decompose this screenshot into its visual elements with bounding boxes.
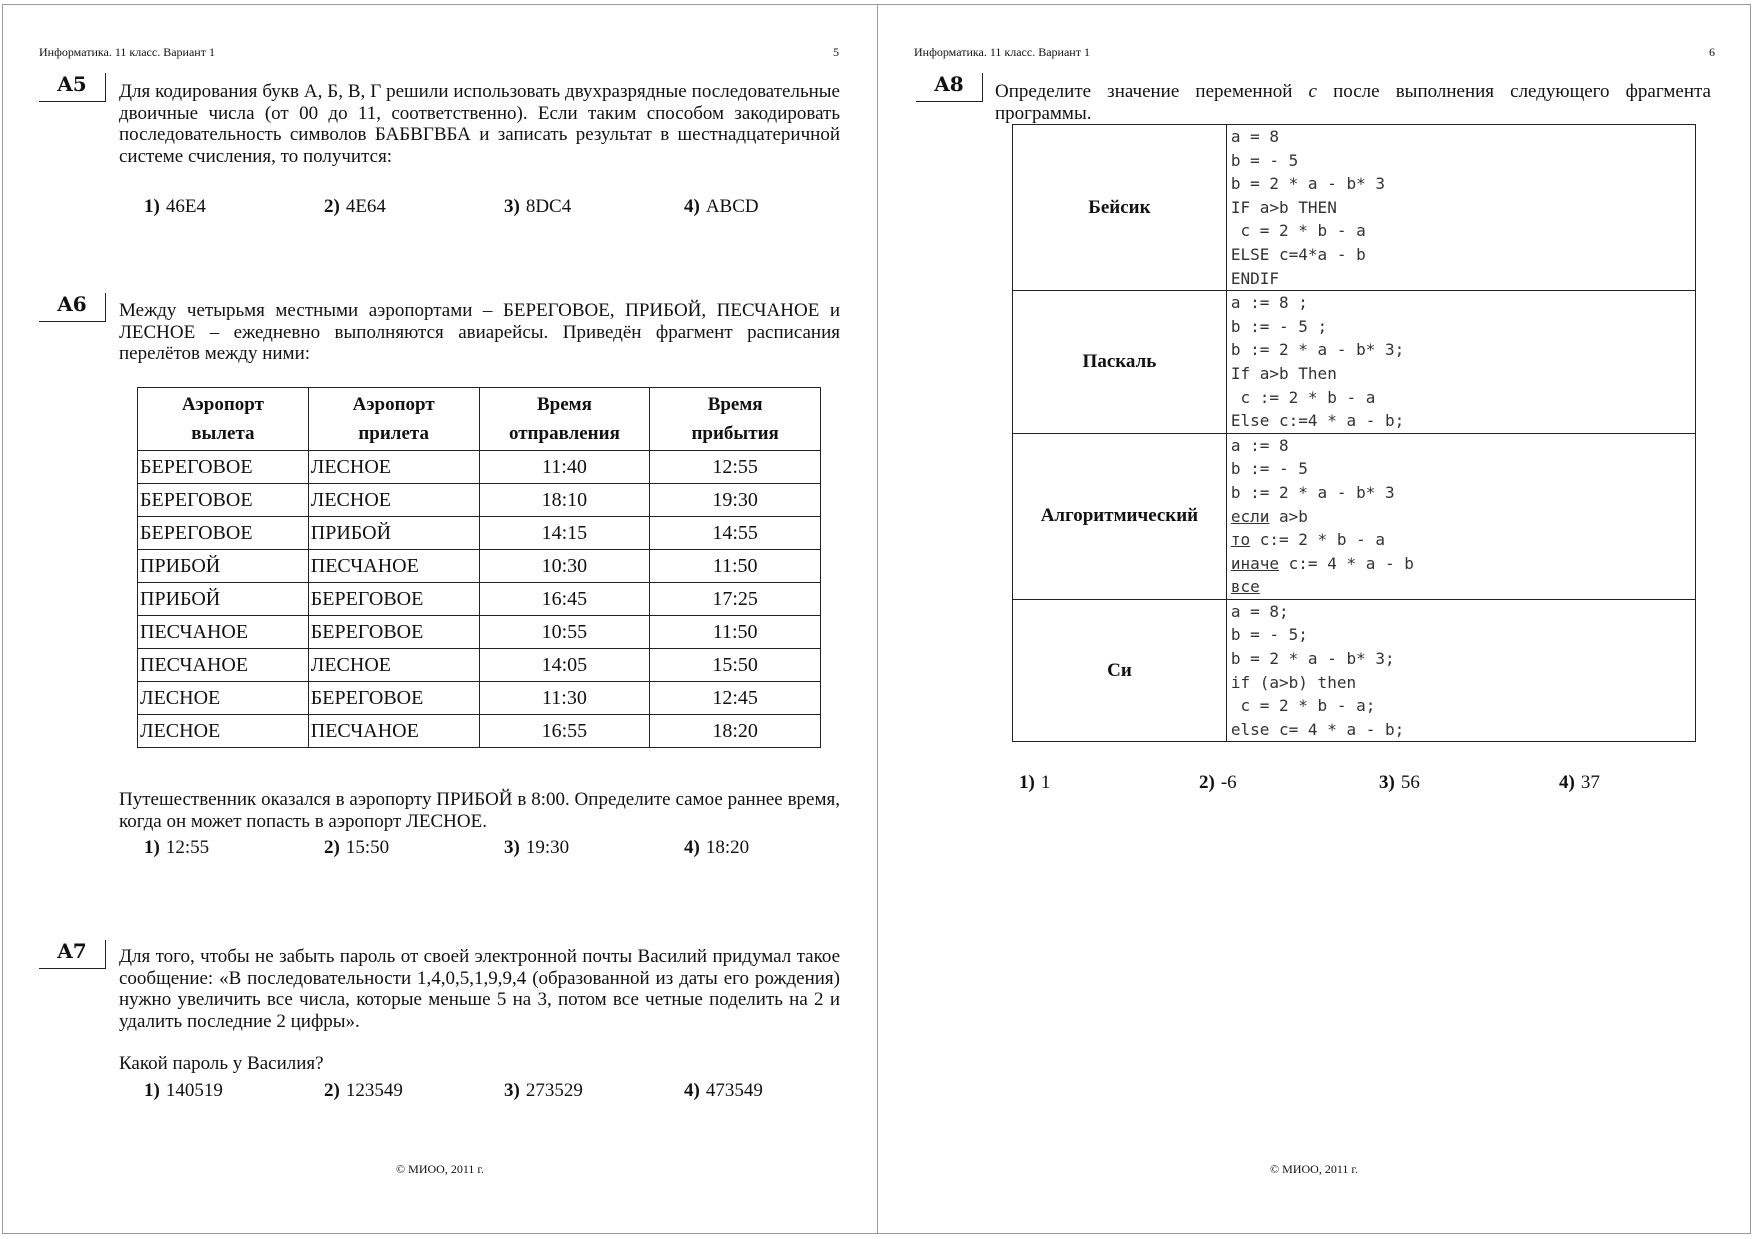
table-cell: 15:50: [650, 649, 821, 682]
table-cell: ЛЕСНОЕ: [308, 451, 479, 484]
code-line: if (a>b) then: [1230, 672, 1357, 692]
table-cell: БЕРЕГОВОЕ: [308, 616, 479, 649]
table-cell: ПЕСЧАНОЕ: [308, 550, 479, 583]
code-line: b := 2 * a - b* 3: [1230, 482, 1395, 502]
language-name: Бейсик: [1013, 125, 1227, 291]
table-cell: 17:25: [650, 583, 821, 616]
code-line: b := - 5: [1230, 459, 1308, 479]
answer-option[interactable]: 2) 123549: [324, 1080, 403, 1101]
answer-option[interactable]: 4) 37: [1559, 772, 1600, 793]
table-cell: 16:55: [479, 715, 650, 748]
keyword: то: [1230, 530, 1251, 550]
code-block: [1226, 433, 1695, 599]
answer-option[interactable]: 3) 8DC4: [504, 196, 572, 217]
code-line: b = - 5;: [1230, 625, 1308, 645]
table-row: [138, 715, 821, 748]
table-cell: 16:45: [479, 583, 650, 616]
program-row-algorithmic: [1013, 433, 1696, 599]
table-cell: БЕРЕГОВОЕ: [138, 484, 309, 517]
answer-option[interactable]: 4) ABCD: [684, 196, 759, 217]
table-cell: ПРИБОЙ: [138, 583, 309, 616]
code-line: c := 2 * b - a: [1230, 387, 1376, 407]
left-page: [2, 4, 878, 1234]
table-cell: БЕРЕГОВОЕ: [308, 583, 479, 616]
code-line: если a>b: [1230, 506, 1308, 526]
question-text-a5: Для кодирования букв А, Б, В, Г решили использовать двухразрядные последовательные двоичные числа (от 00 до 11, соответственно). Если таким способом закодировать последовательность символов БАБВГВБА и записать результат в шестнадцатеричной системе счисления, то получится:: [119, 81, 840, 167]
column-header: Аэропорт прилета: [308, 388, 479, 451]
table-cell: 10:30: [479, 550, 650, 583]
code-line: a = 8: [1230, 127, 1280, 146]
variable-name: c: [1308, 81, 1317, 102]
table-cell: 11:30: [479, 682, 650, 715]
code-line: то c:= 2 * b - a: [1230, 530, 1385, 550]
table-cell: 11:50: [650, 616, 821, 649]
table-row: [138, 583, 821, 616]
answer-option[interactable]: 2) 4E64: [324, 196, 386, 217]
code-line: else c= 4 * a - b;: [1230, 719, 1405, 739]
code-line: a := 8 ;: [1230, 293, 1308, 313]
table-row: [138, 682, 821, 715]
table-cell: ЛЕСНОЕ: [138, 715, 309, 748]
question-text-a8: Определите значение переменной c после выполнения следующего фрагмента программы.: [995, 81, 1711, 124]
question-text-a7: Для того, чтобы не забыть пароль от своей электронной почты Василий придумал такое сообщение: «В последовательности 1,4,0,5,1,9,9,4 (образованной из даты его рождения) нужно увеличить все числа, которые меньше 5 на 3, потом все четные поделить на 2 и удалить последние 2 цифры».: [119, 946, 840, 1032]
running-head: Информатика. 11 класс. Вариант 1: [39, 45, 215, 59]
table-cell: БЕРЕГОВОЕ: [308, 682, 479, 715]
table-cell: 14:15: [479, 517, 650, 550]
code-line: b := - 5 ;: [1230, 316, 1328, 336]
question-label-a6: A6: [39, 293, 106, 322]
page-number: 6: [1709, 45, 1715, 59]
question-label-a7: A7: [39, 940, 106, 969]
table-cell: ПРИБОЙ: [138, 550, 309, 583]
code-block: [1226, 125, 1695, 291]
table-row: [138, 649, 821, 682]
language-name: Алгоритмический: [1013, 433, 1227, 599]
answer-option[interactable]: 2) 15:50: [324, 837, 390, 858]
question-label-a8: A8: [916, 73, 983, 102]
table-cell: 14:05: [479, 649, 650, 682]
code-line: ENDIF: [1230, 268, 1280, 288]
keyword: если: [1230, 506, 1270, 526]
table-cell: ПРИБОЙ: [308, 517, 479, 550]
table-cell: 11:50: [650, 550, 821, 583]
code-line: a := 8: [1230, 435, 1289, 455]
column-header: Время отправления: [479, 388, 650, 451]
table-cell: ЛЕСНОЕ: [308, 649, 479, 682]
answer-option[interactable]: 4) 473549: [684, 1080, 763, 1101]
program-table: [1012, 124, 1696, 742]
code-line: Else c:=4 * a - b;: [1230, 411, 1405, 431]
right-page: [877, 4, 1751, 1234]
question-text-a6: Между четырьмя местными аэропортами – БЕРЕГОВОЕ, ПРИБОЙ, ПЕСЧАНОЕ и ЛЕСНОЕ – ежедневно выполняются авиарейсы. Приведён фрагмент расписания перелётов между ними:: [119, 300, 840, 364]
code-line: иначе c:= 4 * a - b: [1230, 553, 1414, 573]
footer-copyright: © МИОО, 2011 г.: [396, 1162, 484, 1176]
table-header-row: [138, 388, 821, 451]
code-line: b = 2 * a - b* 3;: [1230, 649, 1395, 669]
code-line: b = 2 * a - b* 3: [1230, 174, 1385, 194]
answer-option[interactable]: 3) 19:30: [504, 837, 570, 858]
code-block: [1226, 291, 1695, 434]
table-row: [138, 616, 821, 649]
answer-option[interactable]: 4) 18:20: [684, 837, 750, 858]
keyword: иначе: [1230, 553, 1280, 573]
language-name: Паскаль: [1013, 291, 1227, 434]
answer-option[interactable]: 1) 46E4: [144, 196, 206, 217]
table-cell: 12:45: [650, 682, 821, 715]
table-cell: 14:55: [650, 517, 821, 550]
table-row: [138, 451, 821, 484]
table-cell: БЕРЕГОВОЕ: [138, 517, 309, 550]
table-cell: БЕРЕГОВОЕ: [138, 451, 309, 484]
footer-copyright: © МИОО, 2011 г.: [1270, 1162, 1358, 1176]
code-line: c = 2 * b - a: [1230, 221, 1366, 241]
table-cell: ПЕСЧАНОЕ: [308, 715, 479, 748]
keyword: все: [1230, 577, 1260, 597]
answer-option[interactable]: 1) 1: [1019, 772, 1051, 793]
answer-option[interactable]: 1) 140519: [144, 1080, 223, 1101]
answer-option[interactable]: 3) 56: [1379, 772, 1420, 793]
table-cell: 18:20: [650, 715, 821, 748]
code-line: b = - 5: [1230, 150, 1299, 170]
program-row-basic: [1013, 125, 1696, 291]
table-cell: ЛЕСНОЕ: [138, 682, 309, 715]
table-cell: ЛЕСНОЕ: [308, 484, 479, 517]
table-cell: 18:10: [479, 484, 650, 517]
flight-schedule-table: [137, 387, 821, 748]
answer-option[interactable]: 3) 273529: [504, 1080, 583, 1101]
code-line: a = 8;: [1230, 601, 1289, 621]
table-cell: 11:40: [479, 451, 650, 484]
language-name: Си: [1013, 599, 1227, 742]
question-prompt-a6: Путешественник оказался в аэропорту ПРИБОЙ в 8:00. Определите самое раннее время, когда он может попасть в аэропорт ЛЕСНОЕ.: [119, 789, 840, 832]
answer-option[interactable]: 2) -6: [1199, 772, 1237, 793]
program-row-pascal: [1013, 291, 1696, 434]
question-prompt-a7: Какой пароль у Василия?: [119, 1053, 324, 1074]
code-line: [1231, 575, 1691, 599]
table-cell: ПЕСЧАНОЕ: [138, 649, 309, 682]
table-cell: 12:55: [650, 451, 821, 484]
code-line: b := 2 * a - b* 3;: [1230, 340, 1405, 360]
code-line: If a>b Then: [1230, 363, 1337, 383]
column-header: Время прибытия: [650, 388, 821, 451]
table-row: [138, 484, 821, 517]
table-cell: 10:55: [479, 616, 650, 649]
answer-option[interactable]: 1) 12:55: [144, 837, 210, 858]
code-line: ELSE c=4*a - b: [1230, 244, 1366, 264]
table-row: [138, 517, 821, 550]
program-row-c: [1013, 599, 1696, 742]
table-cell: ПЕСЧАНОЕ: [138, 616, 309, 649]
question-label-a5: A5: [39, 73, 106, 102]
code-line: c = 2 * b - a;: [1230, 696, 1376, 716]
page-number: 5: [833, 45, 839, 59]
code-line: IF a>b THEN: [1230, 197, 1337, 217]
table-cell: 19:30: [650, 484, 821, 517]
table-row: [138, 550, 821, 583]
running-head: Информатика. 11 класс. Вариант 1: [914, 45, 1090, 59]
code-block: [1226, 599, 1695, 742]
column-header: Аэропорт вылета: [138, 388, 309, 451]
